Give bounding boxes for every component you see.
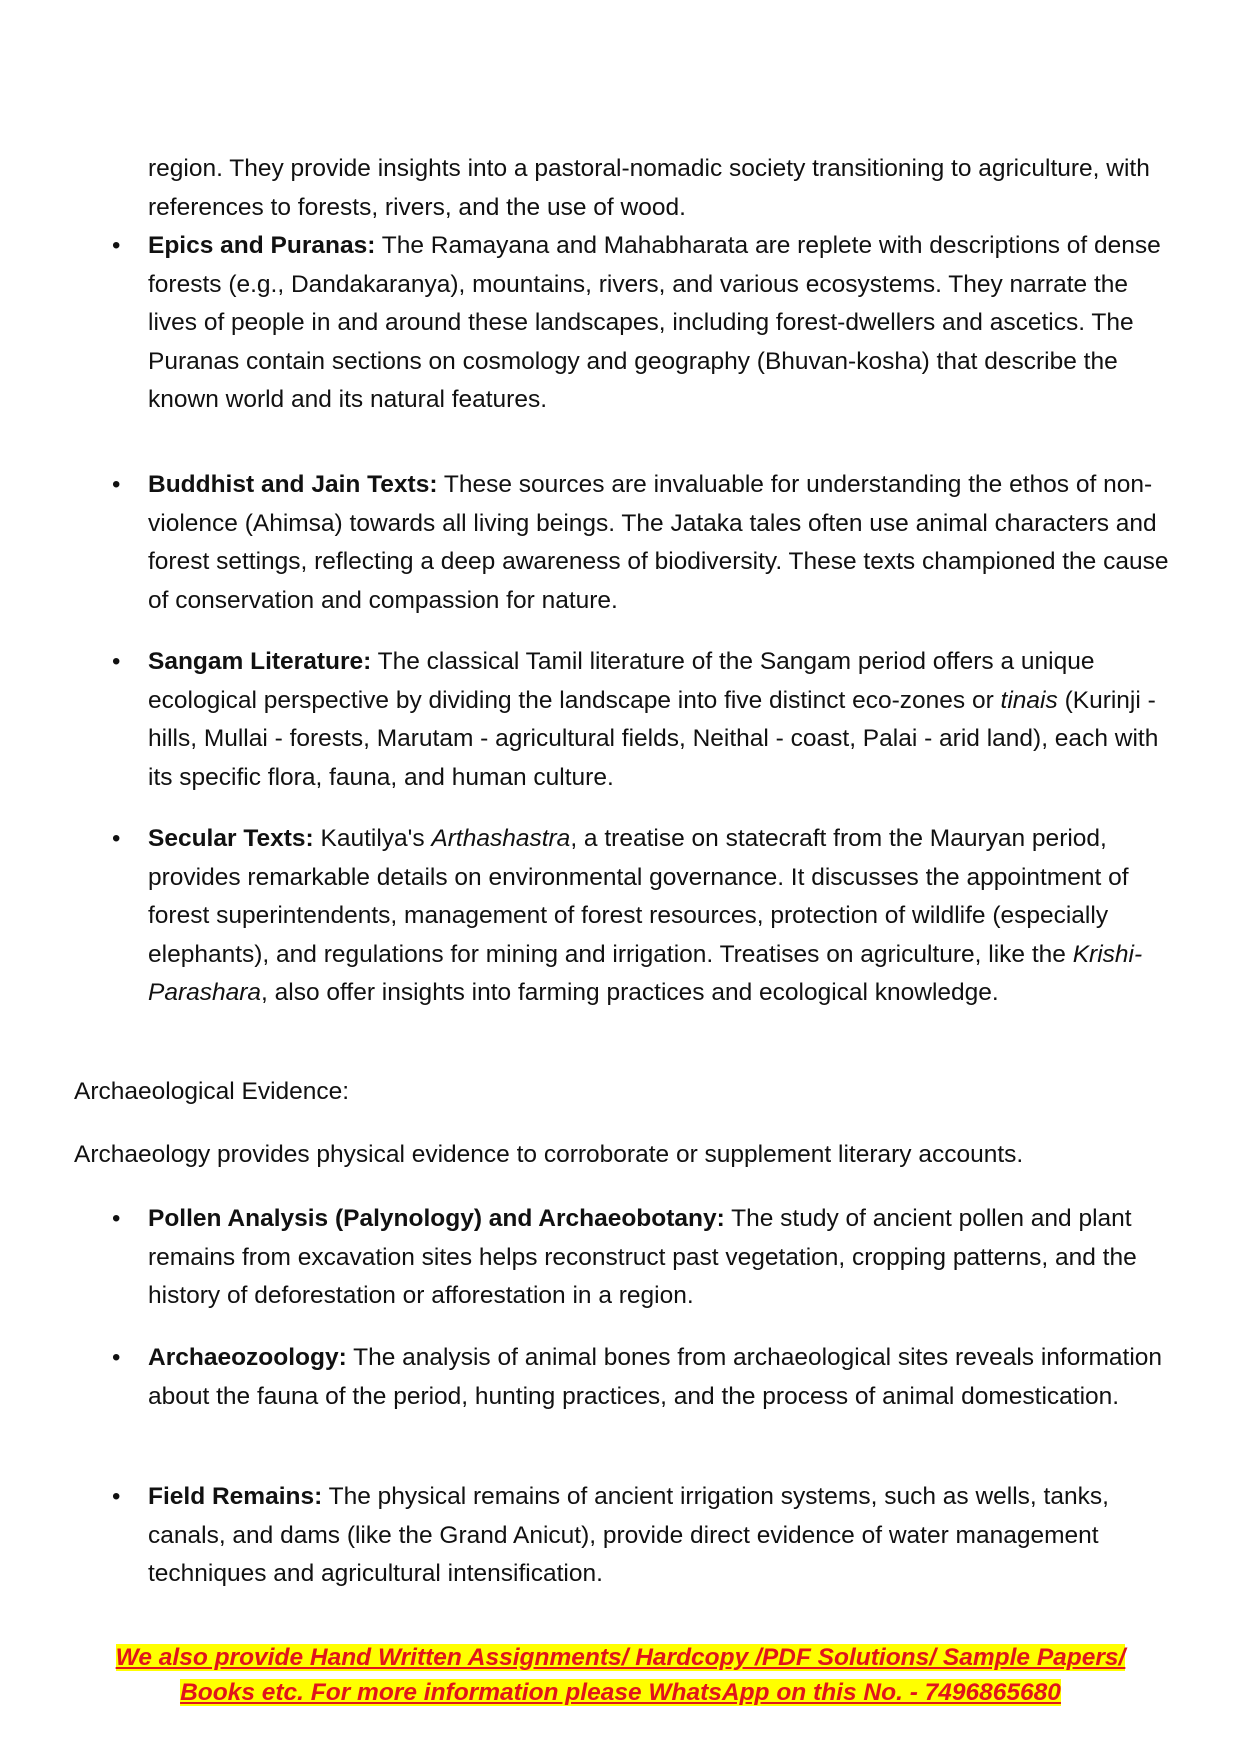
- item-title: Archaeozoology:: [148, 1344, 347, 1371]
- bullet-icon: •: [112, 471, 121, 498]
- bullet-icon: •: [112, 1483, 121, 1510]
- item-body: The analysis of animal bones from archaeological sites reveals information about the fauna of the period, hunting practices, and the process of animal domestication.: [148, 1344, 1163, 1410]
- item-body: , a treatise on statecraft from the Mauryan period, provides remarkable details on environmental governance. It discusses the appointment of forest superintendents, management of forest resources, protection of wildlife (especially elephants), and regulations for mining and irrigation. Treatises on agriculture, like the: [148, 825, 1129, 968]
- list-item: [112, 466, 1178, 620]
- list-item: [112, 227, 1178, 420]
- promo-line-2: Books etc. For more information please WhatsApp on this No. - 7496865680: [180, 1679, 1061, 1706]
- list-item: [112, 1339, 1178, 1416]
- item-title: Secular Texts:: [148, 825, 314, 852]
- item-title: Sangam Literature:: [148, 648, 372, 675]
- item-body: (Kurinji - hills, Mullai - forests, Marutam - agricultural fields, Neithal - coast, Palai - arid land), each with its specific flora, fauna, and human culture.: [148, 686, 1159, 791]
- bullet-icon: •: [112, 232, 121, 259]
- list-item: [112, 643, 1178, 797]
- item-body: The study of ancient pollen and plant remains from excavation sites helps reconstruct past vegetation, cropping patterns, and the history of deforestation or afforestation in a region.: [148, 1205, 1137, 1309]
- item-title: Buddhist and Jain Texts:: [148, 471, 438, 498]
- promo-footer: [0, 1640, 1241, 1710]
- bullet-icon: •: [112, 648, 121, 675]
- item-body: These sources are invaluable for understanding the ethos of non-violence (Ahimsa) towards all living beings. The Jataka tales often use animal characters and forest settings, reflecting a deep awareness of biodiversity. These texts championed the cause of conservation and compassion for nature.: [148, 471, 1169, 614]
- continuation-paragraph: region. They provide insights into a pastoral-nomadic society transitioning to agriculture, with references to forests, rivers, and the use of wood.: [148, 155, 1150, 221]
- section-heading: Archaeological Evidence:: [74, 1078, 350, 1105]
- item-body: , also offer insights into farming practices and ecological knowledge.: [261, 979, 999, 1006]
- item-title: Pollen Analysis (Palynology) and Archaeobotany:: [148, 1205, 725, 1232]
- item-body: The classical Tamil literature of the Sangam period offers a unique ecological perspective by dividing the landscape into five distinct eco-zones or: [148, 648, 1095, 714]
- item-body: The physical remains of ancient irrigation systems, such as wells, tanks, canals, and dams (like the Grand Anicut), provide direct evidence of water management techniques and agricultural intensification.: [148, 1483, 1109, 1587]
- promo-line-1: We also provide Hand Written Assignments/ Hardcopy /PDF Solutions/ Sample Papers/: [115, 1644, 1126, 1671]
- list-item: [112, 820, 1178, 1013]
- item-italic-term: Krishi-Parashara: [148, 940, 1143, 1006]
- list-item: [112, 1200, 1178, 1316]
- item-title: Epics and Puranas:: [148, 232, 376, 259]
- item-body: The Ramayana and Mahabharata are replete with descriptions of dense forests (e.g., Dandakaranya), mountains, rivers, and various ecosystems. They narrate the lives of people in and around these landscapes, including forest-dwellers and ascetics. The Puranas contain sections on cosmology and geography (Bhuvan-kosha) that describe the known world and its natural features.: [148, 232, 1161, 413]
- section-intro: Archaeology provides physical evidence to corroborate or supplement literary accounts.: [74, 1141, 1024, 1168]
- bullet-icon: •: [112, 825, 121, 852]
- item-title: Field Remains:: [148, 1483, 323, 1510]
- list-item: [112, 1478, 1178, 1594]
- item-italic-term: Arthashastra: [431, 825, 571, 852]
- bullet-icon: •: [112, 1344, 121, 1371]
- item-italic-term: tinais: [1000, 686, 1058, 714]
- bullet-icon: •: [112, 1205, 121, 1232]
- item-body: Kautilya's: [320, 825, 425, 852]
